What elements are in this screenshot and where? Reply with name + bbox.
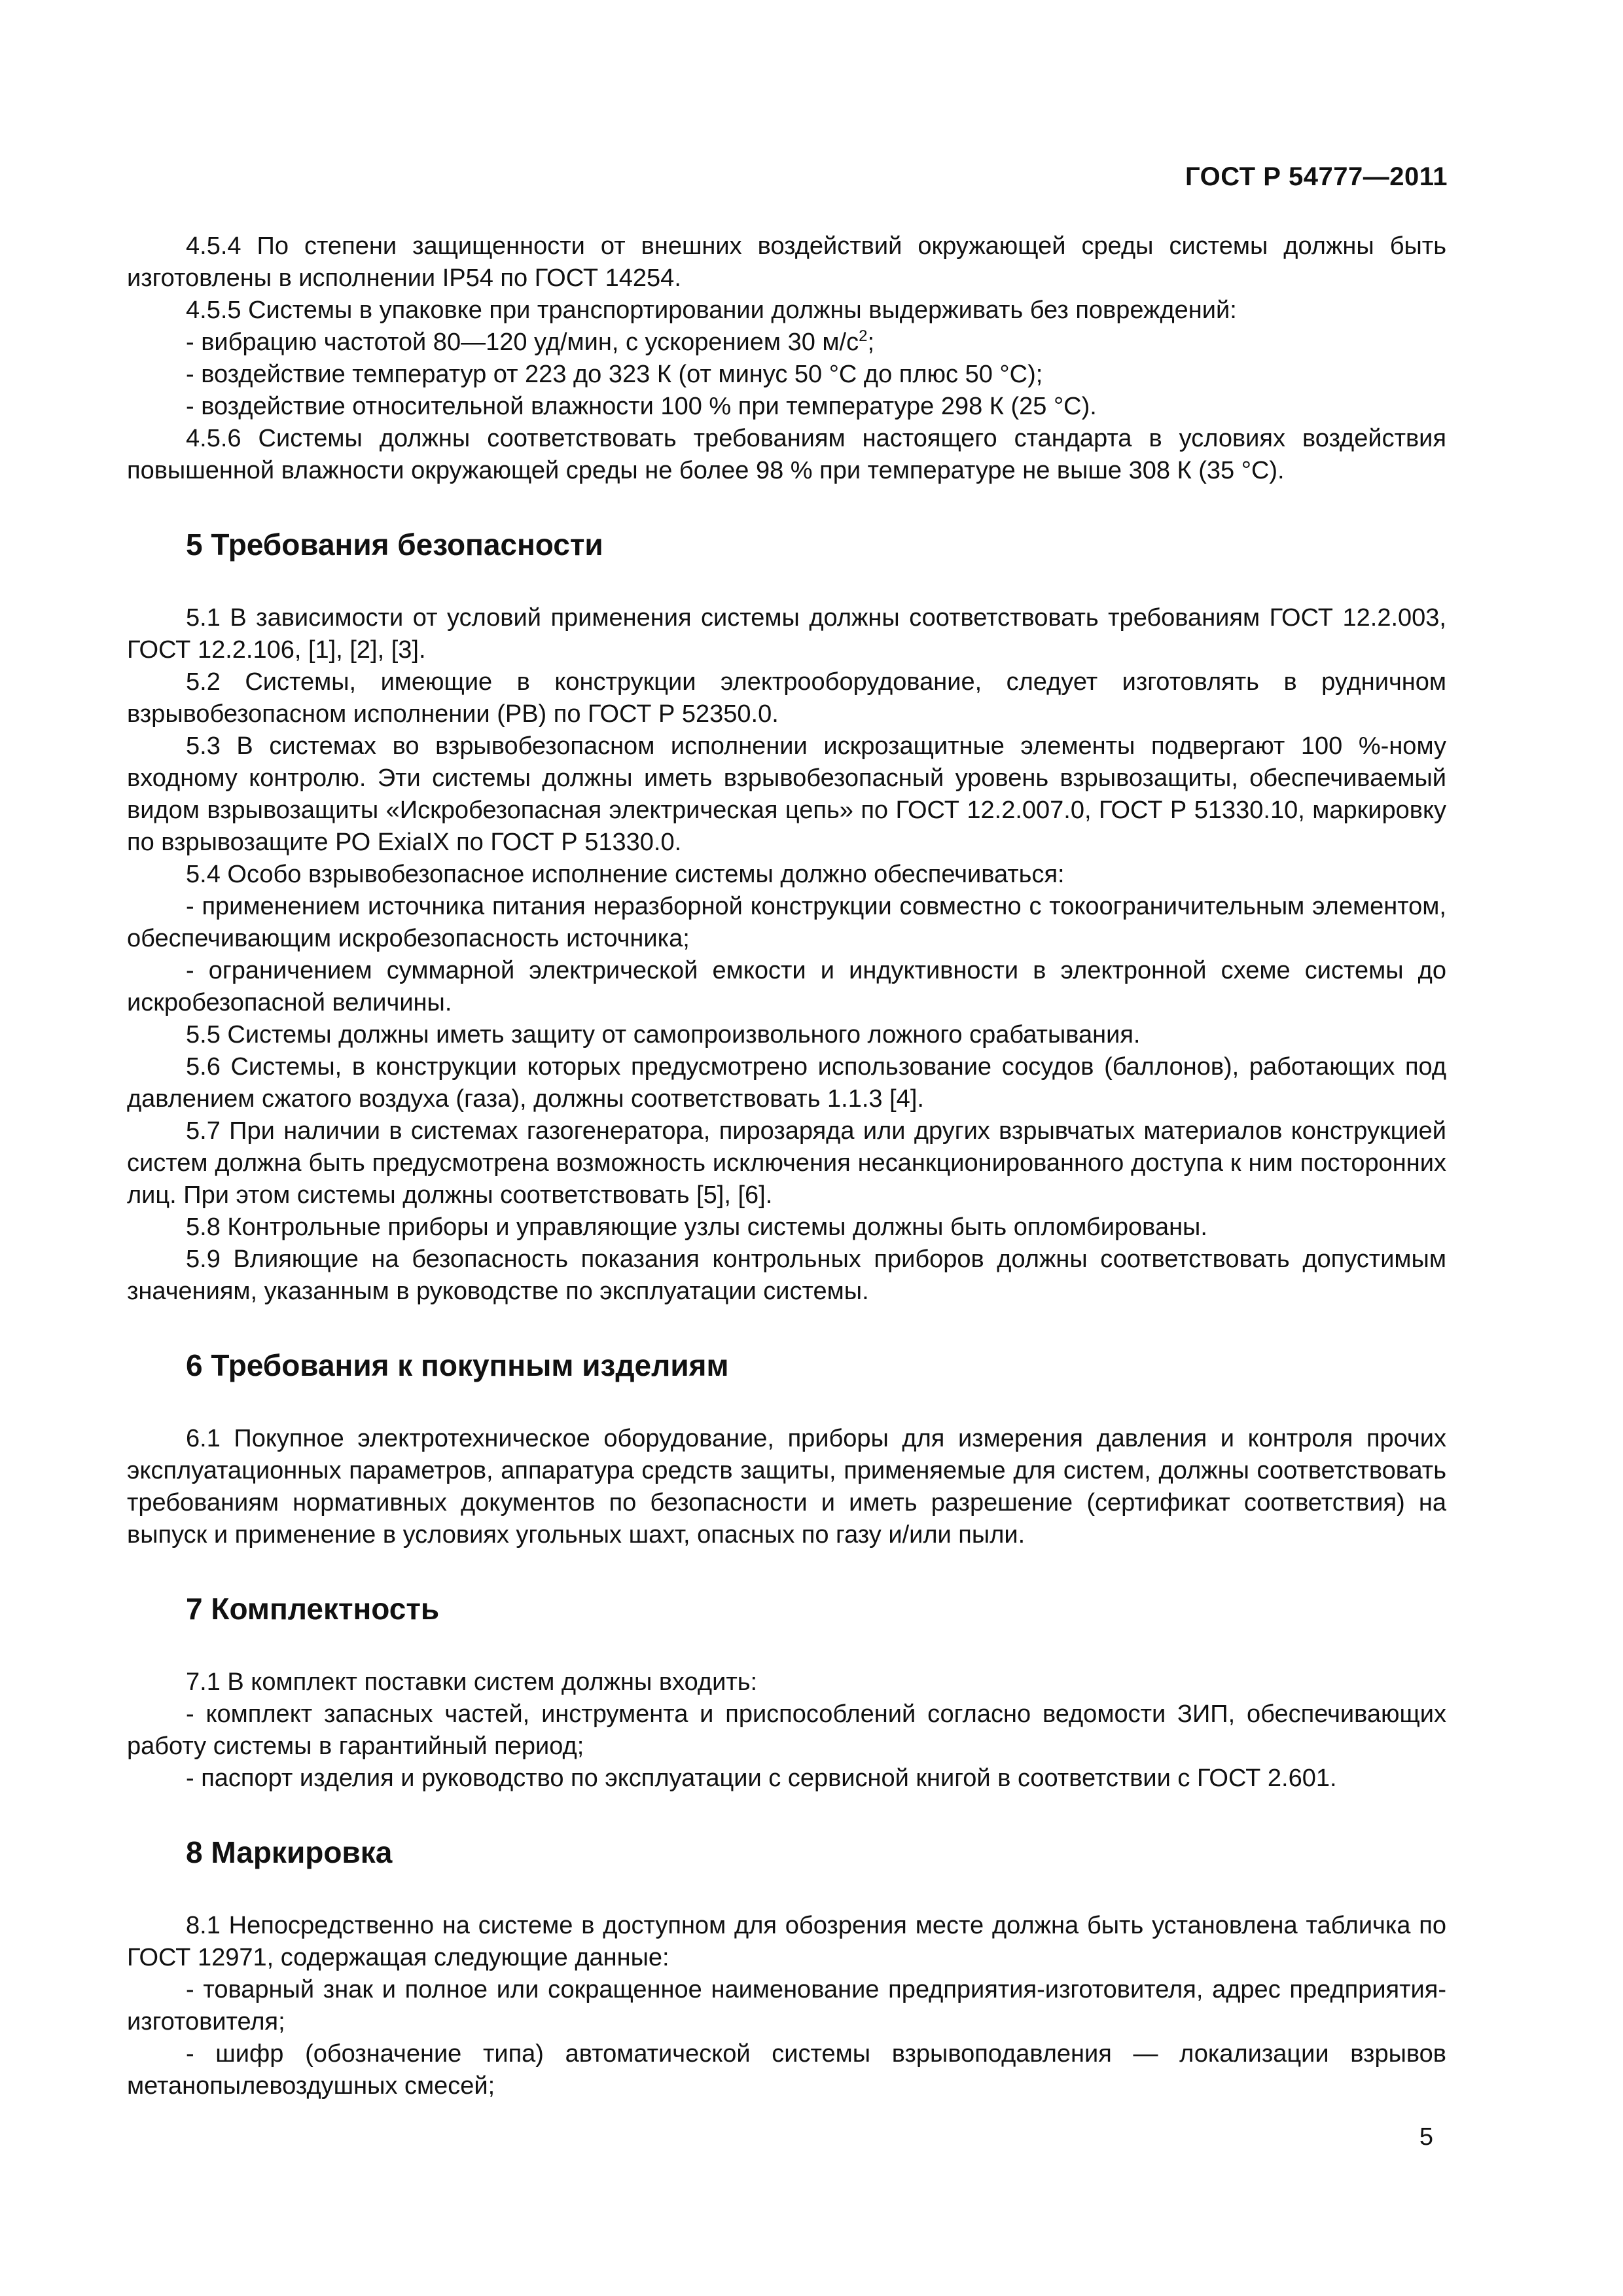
list-item-system-code: - шифр (обозначение типа) автоматической системы взрывоподавления — локализации взрывов метанопылевоздушных смесей;: [127, 2040, 1446, 2100]
page-number: 5: [1419, 2123, 1433, 2151]
paragraph-5-3: 5.3 В системах во взрывобезопасном исполнении искрозащитные элементы подвергают 100 %-ному входному контролю. Эти системы должны иметь взрывобезопасный уровень взрывозащиты, обеспечиваемый видом взрывозащиты «Искробезопасная электрическая цепь» по ГОСТ 12.2.007.0, ГОСТ Р 51330.10, маркировку по взрывозащите РО ExiaIX по ГОСТ Р 51330.0.: [127, 732, 1446, 856]
list-item-temperature: - воздействие температур от 223 до 323 К (от минус 50 °С до плюс 50 °С);: [186, 361, 1043, 388]
section-heading-5: 5 Требования безопасности: [186, 528, 603, 562]
paragraph-6-1: 6.1 Покупное электротехническое оборудование, приборы для измерения давления и контроля прочих эксплуатационных параметров, аппаратура средств защиты, применяемые для систем, должны соответствовать требованиям нормативных документов по безопасности и иметь разрешение (сертификат соответствия) на выпуск и применение в условиях угольных шахт, опасных по газу и/или пыли.: [127, 1425, 1446, 1549]
paragraph-5-8: 5.8 Контрольные приборы и управляющие узлы системы должны быть опломбированы.: [186, 1213, 1207, 1241]
list-item-trademark: - товарный знак и полное или сокращенное наименование предприятия-изготовителя, адрес предприятия-изготовителя;: [127, 1976, 1446, 2036]
paragraph-5-5: 5.5 Системы должны иметь защиту от самопроизвольного ложного срабатывания.: [186, 1021, 1141, 1049]
list-item-power-source: - применением источника питания неразборной конструкции совместно с токоограничительным элементом, обеспечивающим искробезопасность источника;: [127, 893, 1446, 952]
paragraph-4-5-6: 4.5.6 Системы должны соответствовать требованиям настоящего стандарта в условиях воздействия повышенной влажности окружающей среды не более 98 % при температуре не выше 308 К (35 °С).: [127, 425, 1446, 484]
superscript-2: 2: [859, 327, 868, 345]
paragraph-5-2: 5.2 Системы, имеющие в конструкции электрооборудование, следует изготовлять в рудничном взрывобезопасном исполнении (РВ) по ГОСТ Р 52350.0.: [127, 668, 1446, 728]
list-item-spare-parts: - комплект запасных частей, инструмента и приспособлений согласно ведомости ЗИП, обеспечивающих работу системы в гарантийный период;: [127, 1700, 1446, 1760]
paragraph-5-4: 5.4 Особо взрывобезопасное исполнение системы должно обеспечиваться:: [186, 861, 1065, 888]
section-heading-6: 6 Требования к покупным изделиям: [186, 1348, 729, 1382]
list-item-passport: - паспорт изделия и руководство по эксплуатации с сервисной книгой в соответствии с ГОСТ 2.601.: [186, 1765, 1337, 1792]
standard-designation: ГОСТ Р 54777—2011: [1185, 162, 1448, 191]
list-item-vibration-end: ;: [867, 329, 874, 356]
list-item-capacitance-limit: - ограничением суммарной электрической емкости и индуктивности в электронной схеме системы до искробезопасной величины.: [127, 957, 1446, 1016]
list-item-humidity: - воздействие относительной влажности 100 % при температуре 298 К (25 °С).: [186, 393, 1097, 420]
section-heading-7: 7 Комплектность: [186, 1592, 440, 1626]
list-item-vibration: [127, 327, 1446, 359]
section-heading-8: 8 Маркировка: [186, 1835, 393, 1869]
paragraph-5-9: 5.9 Влияющие на безопасность показания контрольных приборов должны соответствовать допустимым значениям, указанным в руководстве по эксплуатации системы.: [127, 1246, 1446, 1305]
document-body: [127, 230, 1446, 2102]
paragraph-4-5-4: 4.5.4 По степени защищенности от внешних воздействий окружающей среды системы должны быть изготовлены в исполнении IP54 по ГОСТ 14254.: [127, 232, 1446, 292]
list-item-vibration-text: - вибрацию частотой 80—120 уд/мин, с ускорением 30 м/с: [186, 329, 859, 356]
paragraph-7-1: 7.1 В комплект поставки систем должны входить:: [186, 1668, 758, 1696]
paragraph-4-5-5: 4.5.5 Системы в упаковке при транспортировании должны выдерживать без повреждений:: [186, 296, 1237, 324]
paragraph-8-1: 8.1 Непосредственно на системе в доступном для обозрения месте должна быть установлена табличка по ГОСТ 12971, содержащая следующие данные:: [127, 1912, 1446, 1971]
paragraph-5-6: 5.6 Системы, в конструкции которых предусмотрено использование сосудов (баллонов), работающих под давлением сжатого воздуха (газа), должны соответствовать 1.1.3 [4].: [127, 1053, 1446, 1113]
paragraph-5-7: 5.7 При наличии в системах газогенератора, пирозаряда или других взрывчатых материалов конструкцией систем должна быть предусмотрена возможность исключения несанкционированного доступа к ним посторонних лиц. При этом системы должны соответствовать [5], [6].: [127, 1117, 1446, 1209]
paragraph-5-1: 5.1 В зависимости от условий применения системы должны соответствовать требованиям ГОСТ 12.2.003, ГОСТ 12.2.106, [1], [2], [3].: [127, 604, 1446, 664]
